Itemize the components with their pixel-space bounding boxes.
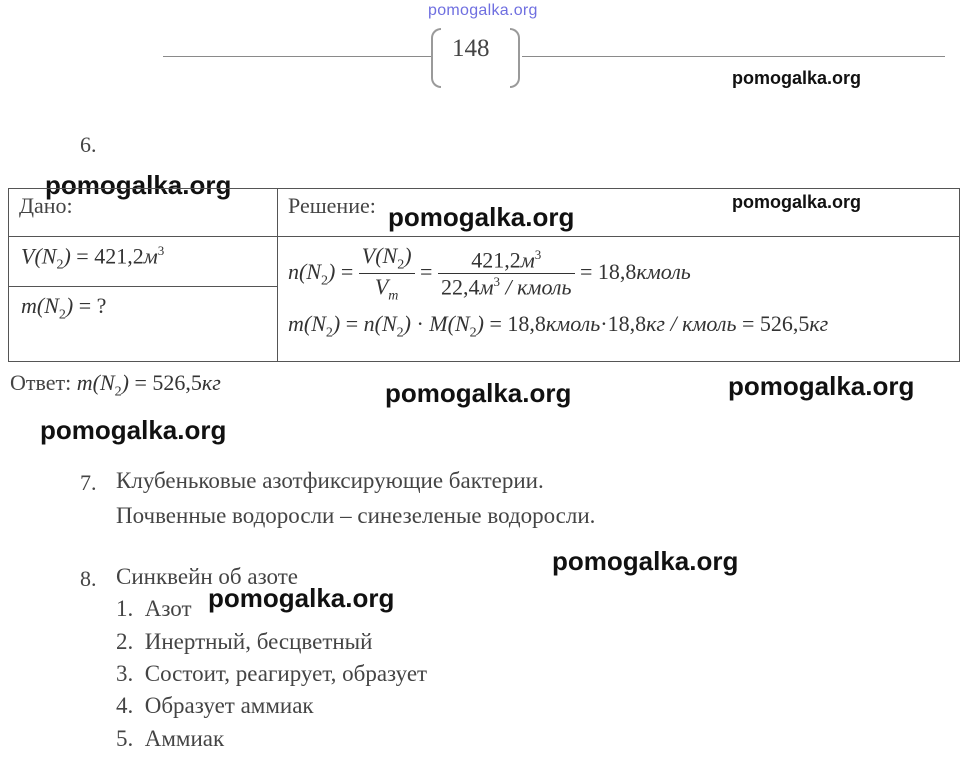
solution-equation-1: $n(N_2)$ = $\frac{V(N_2)}{V_m}$ = $\frac{421,2м^3}{22,4м^3 / кмоль}$ = 18,8кмоль xyxy=(288,243,691,304)
find-mass-cell xyxy=(9,287,278,362)
list-text: Состоит, реагирует, образует xyxy=(144,661,428,686)
task8-number: 8. xyxy=(80,566,97,591)
list-number: 4. xyxy=(116,693,134,718)
task8-list-item xyxy=(116,596,192,622)
solution-header-cell xyxy=(278,189,960,237)
list-text: Образует аммиак xyxy=(144,693,314,718)
watermark: pomogalka.org xyxy=(732,68,862,88)
task8-list-item xyxy=(116,693,314,719)
header-rule-left xyxy=(163,56,431,57)
fraction-numeric: $\frac{421,2м^3}{22,4м^3 / кмоль}$ xyxy=(438,247,575,301)
answer-value: $m(N_2) = 526,5кг$ xyxy=(76,370,221,400)
task8-list-item xyxy=(116,726,224,752)
given-label: Дано: xyxy=(19,193,73,218)
list-number: 5. xyxy=(116,726,134,751)
list-text: Азот xyxy=(144,596,192,621)
task8-list-item xyxy=(116,629,372,655)
watermark-top: pomogalka.org xyxy=(428,2,538,19)
watermark: pomogalka.org xyxy=(385,378,572,408)
task6-table xyxy=(8,188,960,362)
task8-title: Синквейн об азоте xyxy=(116,564,299,589)
watermark: pomogalka.org xyxy=(552,546,739,576)
solution-label: Решение: xyxy=(288,193,376,218)
page-bracket-right xyxy=(510,28,520,88)
list-number: 1. xyxy=(116,596,134,621)
header-rule-right xyxy=(522,56,945,57)
task7-line1: Клубеньковые азотфиксирующие бактерии. xyxy=(116,468,544,493)
given-volume: $V(N_2) = 421,2м^3$ xyxy=(21,243,165,273)
watermark: pomogalka.org xyxy=(728,371,915,401)
given-header-cell xyxy=(9,189,278,237)
given-volume-cell xyxy=(9,237,278,287)
solution-cell xyxy=(278,237,960,362)
page-number: 148 xyxy=(452,35,490,62)
task8-list-item xyxy=(116,661,427,687)
watermark: pomogalka.org xyxy=(45,170,232,200)
list-text: Аммиак xyxy=(144,726,225,751)
list-number: 3. xyxy=(116,661,134,686)
watermark: pomogalka.org xyxy=(732,192,862,212)
page-bracket-left xyxy=(431,28,441,88)
solution-equation-2: $m(N_2) = n(N_2) \cdot M(N_2)$ = 18,8кмоль·18,8кг / кмоль = 526,5кг xyxy=(288,310,829,341)
answer xyxy=(10,370,221,400)
fraction-volume-ratio: $\frac{V(N_2)}{V_m}$ xyxy=(359,243,415,305)
task7-line2: Почвенные водоросли – синезеленые водоросли. xyxy=(116,503,596,528)
list-text: Инертный, бесцветный xyxy=(144,629,373,654)
watermark: pomogalka.org xyxy=(40,415,227,445)
list-number: 2. xyxy=(116,629,134,654)
watermark: pomogalka.org xyxy=(388,202,575,232)
answer-label: Ответ: xyxy=(10,370,72,395)
watermark: pomogalka.org xyxy=(208,583,395,613)
task7-number: 7. xyxy=(80,470,97,495)
find-mass: $m(N_2)$ = ? xyxy=(21,293,107,323)
task6-number: 6. xyxy=(80,132,97,157)
